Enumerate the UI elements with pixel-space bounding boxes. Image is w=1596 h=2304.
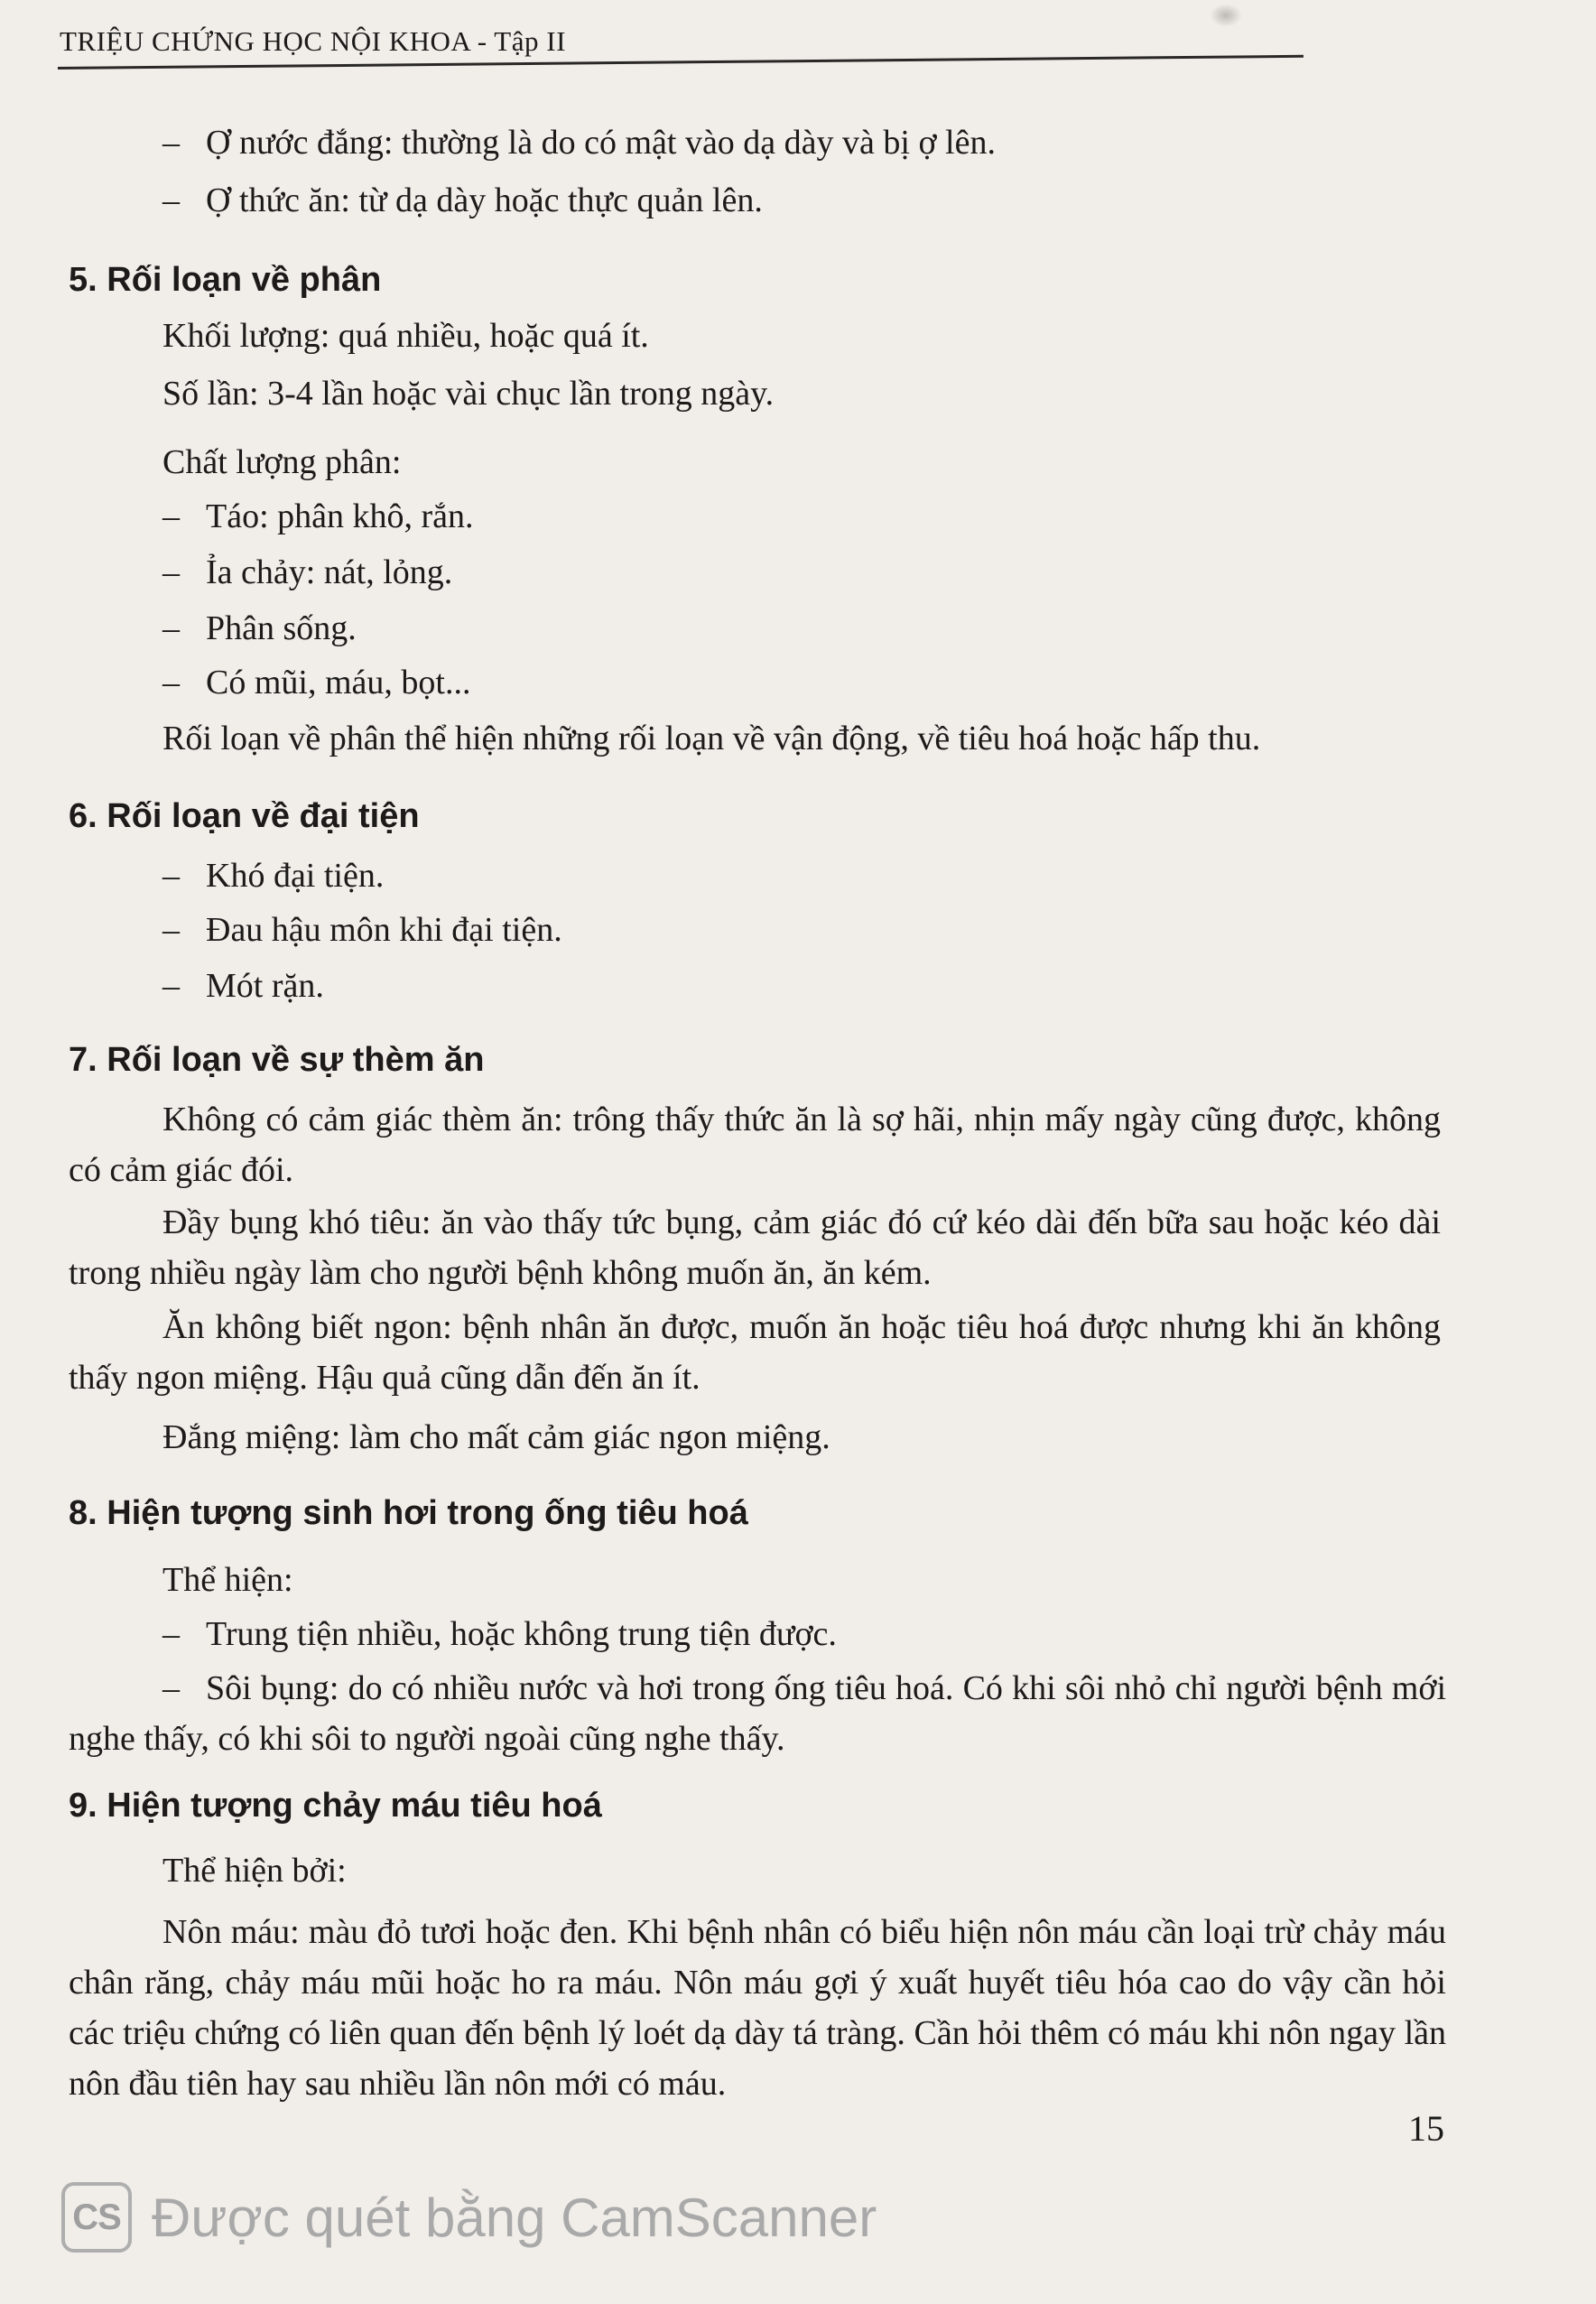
dash-marker: –: [162, 1669, 180, 1707]
running-head: TRIỆU CHỨNG HỌC NỘI KHOA - Tập II: [60, 25, 566, 57]
list-item: – Sôi bụng: do có nhiều nước và hơi trong ống tiêu hoá. Có khi sôi nhỏ chỉ người bệnh mới nghe thấy, có khi sôi to người ngoài cũng nghe thấy.: [69, 1663, 1446, 1764]
body-line: Thể hiện:: [162, 1561, 293, 1599]
section-heading: 6. Rối loạn về đại tiện: [69, 797, 420, 835]
paragraph: Nôn máu: màu đỏ tươi hoặc đen. Khi bệnh nhân có biểu hiện nôn máu cần loại trừ chảy máu chân răng, chảy máu mũi hoặc ho ra máu. Nôn máu gợi ý xuất huyết tiêu hóa cao do vậy cần hỏi các triệu chứng có liên quan đến bệnh lý loét dạ dày tá tràng. Cần hỏi thêm có máu khi nôn ngay lần nôn đầu tiên hay sau nhiều lần nôn mới có máu.: [69, 1913, 1446, 2103]
camscanner-watermark: [61, 2181, 877, 2253]
dash-marker: –: [162, 967, 180, 1005]
dash-marker: –: [162, 609, 180, 647]
body-line: Chất lượng phân:: [162, 443, 402, 481]
page-number: 15: [1408, 2108, 1444, 2149]
dash-marker: –: [162, 911, 180, 949]
paragraph: Ăn không biết ngon: bệnh nhân ăn được, muốn ăn hoặc tiêu hoá được nhưng khi ăn không thấy ngon miệng. Hậu quả cũng dẫn đến ăn ít.: [69, 1308, 1441, 1397]
list-item: – Ợ nước đắng: thường là do có mật vào dạ dày và bị ợ lên.: [162, 121, 996, 164]
dash-marker: –: [162, 553, 180, 591]
dash-marker: –: [162, 124, 180, 162]
list-item: – Trung tiện nhiều, hoặc không trung tiện được.: [162, 1612, 837, 1656]
list-item: – Phân sống.: [162, 607, 357, 650]
dash-marker: –: [162, 497, 180, 535]
dash-marker: –: [162, 181, 180, 219]
camscanner-logo-icon: CS: [61, 2182, 132, 2253]
list-item: – Mót rặn.: [162, 964, 324, 1008]
list-item: – Táo: phân khô, rắn.: [162, 495, 474, 538]
list-item: – Ợ thức ăn: từ dạ dày hoặc thực quản lên.: [162, 179, 763, 222]
list-item: – Ỉa chảy: nát, lỏng.: [162, 551, 452, 594]
scan-smudge: [1210, 4, 1242, 27]
body-line: Khối lượng: quá nhiều, hoặc quá ít.: [162, 317, 649, 355]
section-heading: 7. Rối loạn về sự thèm ăn: [69, 1041, 485, 1079]
section-heading: 5. Rối loạn về phân: [69, 261, 382, 299]
dash-marker: –: [162, 664, 180, 701]
list-item: – Đau hậu môn khi đại tiện.: [162, 908, 562, 952]
dash-marker: –: [162, 857, 180, 895]
body-line: Thể hiện bởi:: [162, 1852, 347, 1890]
watermark-text: Được quét bằng CamScanner: [152, 2187, 877, 2248]
section-heading: 8. Hiện tượng sinh hơi trong ống tiêu hoá: [69, 1494, 748, 1532]
list-item: – Có mũi, máu, bọt...: [162, 661, 470, 704]
paragraph: Đầy bụng khó tiêu: ăn vào thấy tức bụng, cảm giác đó cứ kéo dài đến bữa sau hoặc kéo dài trong nhiều ngày làm cho người bệnh không muốn ăn, ăn kém.: [69, 1203, 1441, 1292]
body-line: Số lần: 3-4 lần hoặc vài chục lần trong ngày.: [162, 375, 775, 413]
dash-marker: –: [162, 1615, 180, 1653]
paragraph: Không có cảm giác thèm ăn: trông thấy thức ăn là sợ hãi, nhịn mấy ngày cũng được, không có cảm giác đói.: [69, 1101, 1441, 1189]
list-item: – Khó đại tiện.: [162, 854, 384, 897]
section-heading: 9. Hiện tượng chảy máu tiêu hoá: [69, 1787, 602, 1825]
body-line: Rối loạn về phân thể hiện những rối loạn về vận động, về tiêu hoá hoặc hấp thu.: [162, 720, 1261, 757]
body-line: Đắng miệng: làm cho mất cảm giác ngon miệng.: [162, 1418, 830, 1456]
